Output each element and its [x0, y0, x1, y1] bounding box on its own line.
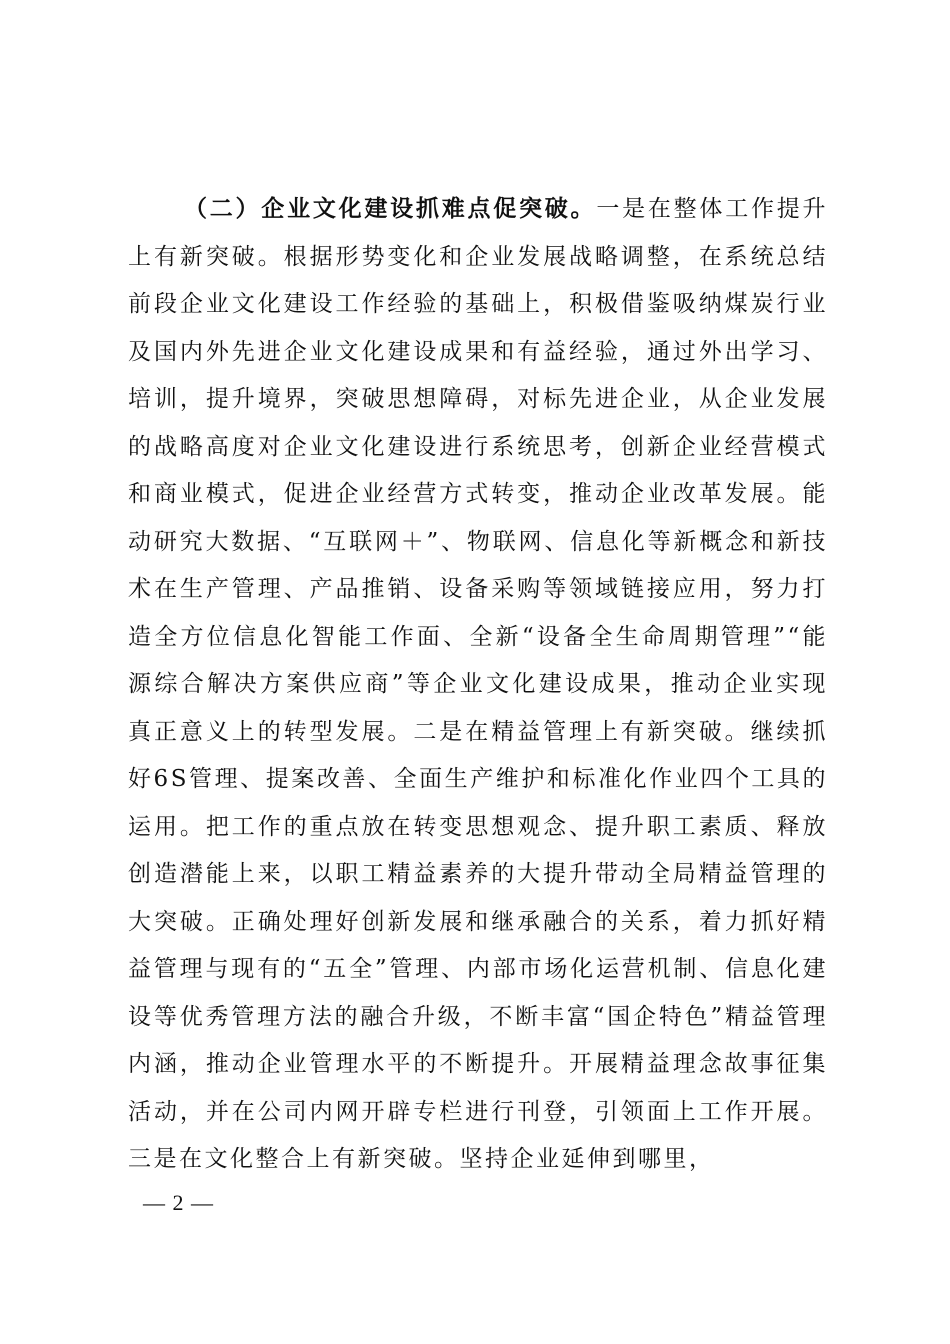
body-paragraph	[128, 186, 828, 1184]
section-heading: （二）企业文化建设抓难点促突破。	[184, 196, 597, 222]
paragraph-text: 一是在整体工作提升上有新突破。根据形势变化和企业发展战略调整，在系统总结前段企业文化建设工作经验的基础上，积极借鉴吸纳煤炭行业及国内外先进企业文化建设成果和有益经验，通过外出学习、培训，提升境界，突破思想障碍，对标先进企业，从企业发展的战略高度对企业文化建设进行系统思考，创新企业经营模式和商业模式，促进企业经营方式转变，推动企业改革发展。能动研究大数据、“互联网＋”、物联网、信息化等新概念和新技术在生产管理、产品推销、设备采购等领域链接应用，努力打造全方位信息化智能工作面、全新“设备全生命周期管理”“能源综合解决方案供应商”等企业文化建设成果，推动企业实现真正意义上的转型发展。二是在精益管理上有新突破。继续抓好6S管理、提案改善、全面生产维护和标准化作业四个工具的运用。把工作的重点放在转变思想观念、提升职工素质、释放创造潜能上来，以职工精益素养的大提升带动全局精益管理的大突破。正确处理好创新发展和继承融合的关系，着力抓好精益管理与现有的“五全”管理、内部市场化运营机制、信息化建设等优秀管理方法的融合升级，不断丰富“国企特色”精益管理内涵，推动企业管理水平的不断提升。开展精益理念故事征集活动，并在公司内网开辟专栏进行刊登，引领面上工作开展。三是在文化整合上有新突破。坚持企业延伸到哪里，	[128, 196, 829, 1172]
page-number: — 2 —	[143, 1190, 214, 1215]
